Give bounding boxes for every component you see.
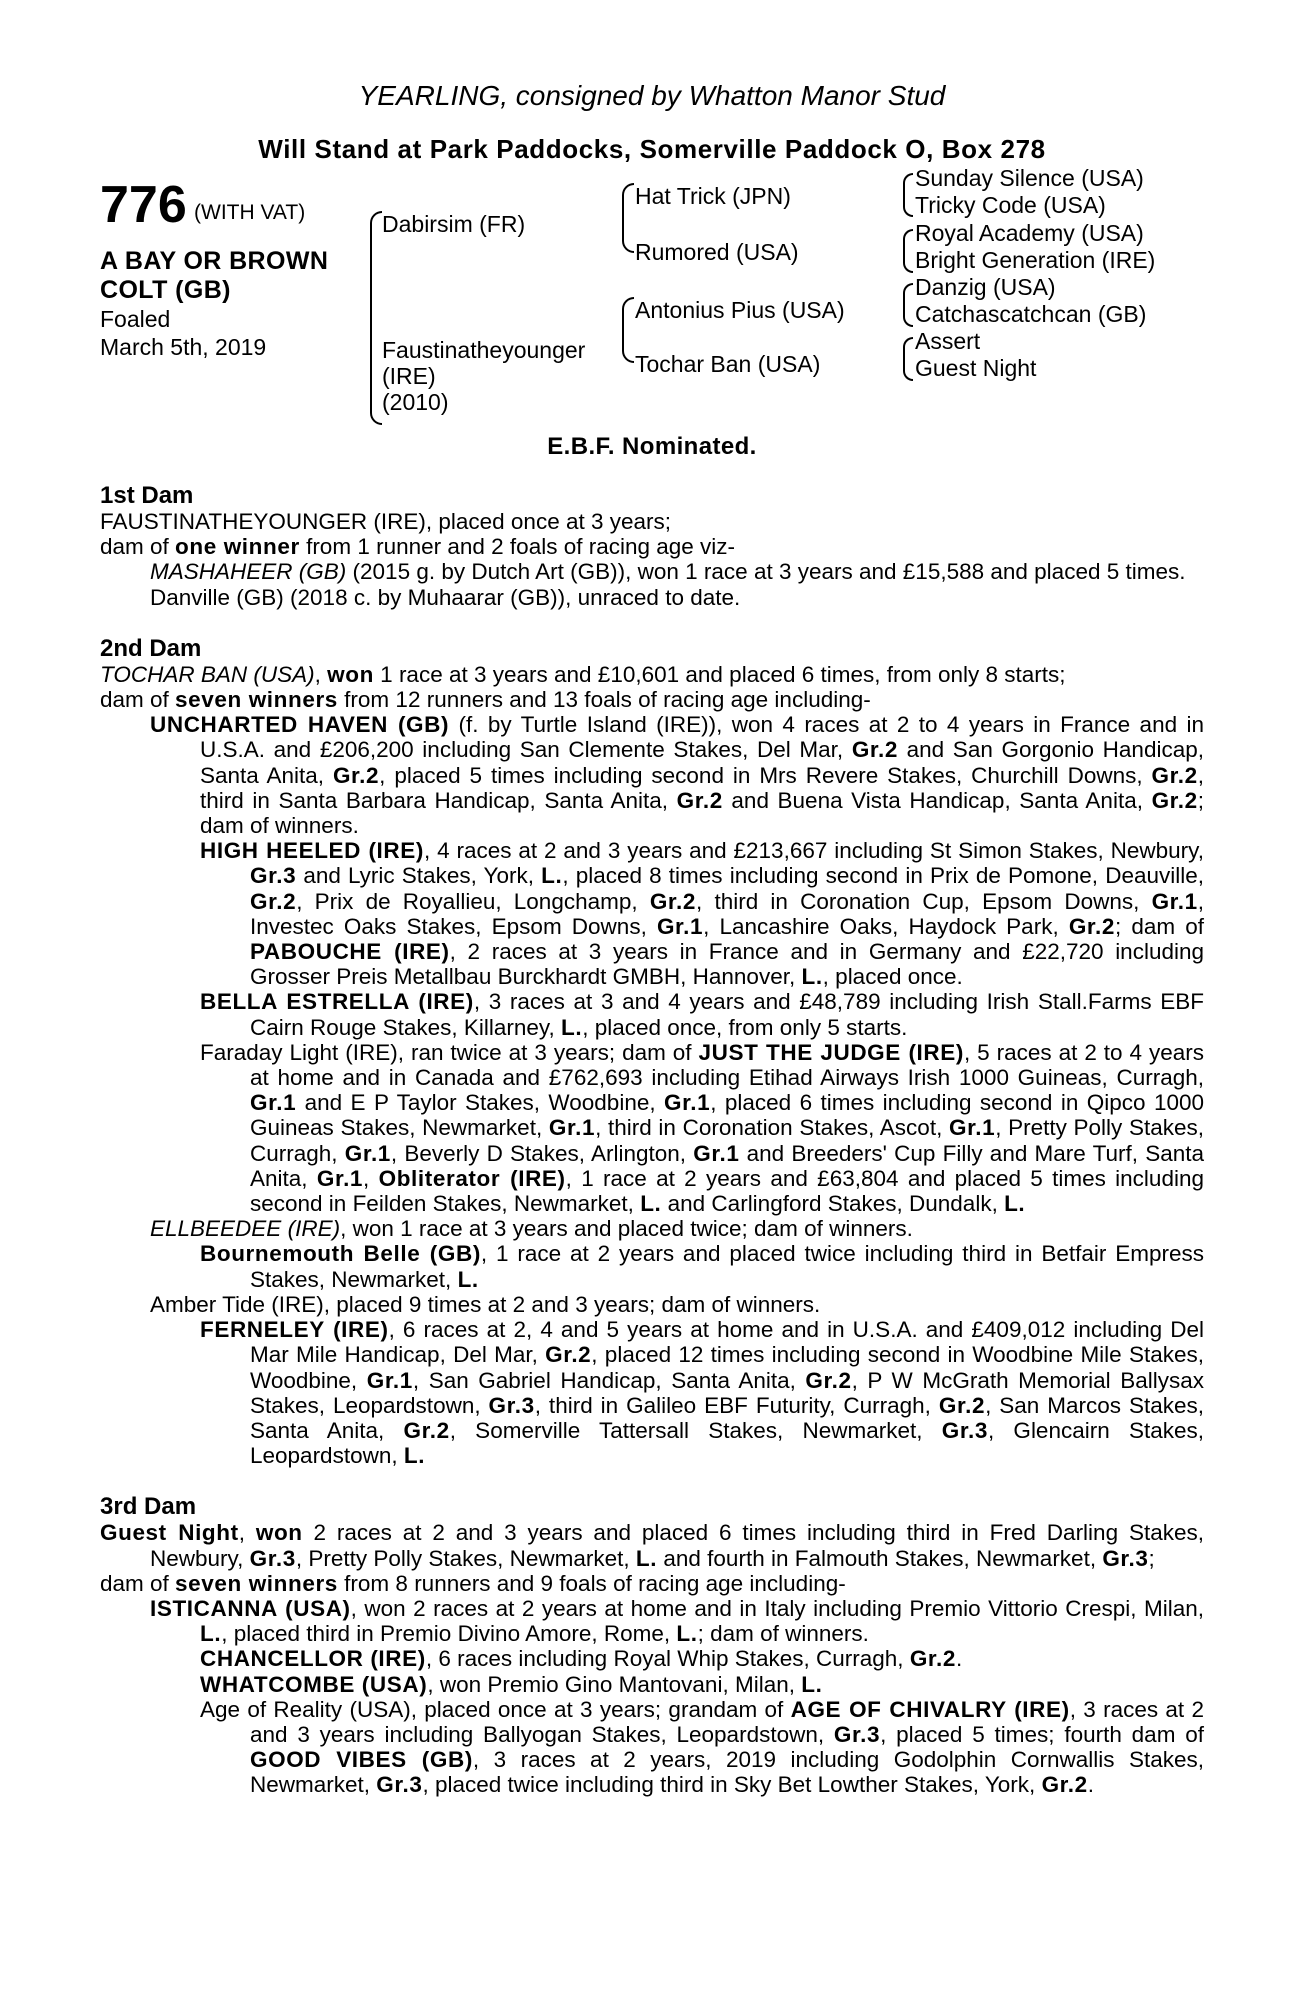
produce-uncharted-haven: UNCHARTED HAVEN (GB) (f. by Turtle Island (IRE)), won 4 races at 2 to 4 years in France and in U.S.A. and £206,200 including San Clemente Stakes, Del Mar, Gr.2 and San Gorgonio Handicap, Santa Anita, Gr.2, placed 5 times including second in Mrs Revere Stakes, Churchill Downs, Gr.2, third in Santa Barbara Handicap, Santa Anita, Gr.2 and Buena Vista Handicap, Santa Anita, Gr.2; dam of winners. <box>150 712 1205 839</box>
pedigree-block <box>100 165 1204 433</box>
pedigree-dam-line-1: Faustinatheyounger <box>382 337 586 363</box>
produce-ellbeedee: ELLBEEDEE (IRE), won 1 race at 3 years and placed twice; dam of winners. <box>150 1216 913 1242</box>
pedigree-sss: Sunday Silence (USA) <box>915 165 1144 191</box>
pedigree-dam-sire: Antonius Pius (USA) <box>635 297 845 323</box>
foaled-date: March 5th, 2019 <box>100 334 267 360</box>
pedigree-dam-dam: Tochar Ban (USA) <box>635 351 821 377</box>
pedigree-sire-sire: Hat Trick (JPN) <box>635 183 791 209</box>
pedigree-ssd: Tricky Code (USA) <box>915 192 1106 218</box>
produce-faraday-light: Faraday Light (IRE), ran twice at 3 years; dam of JUST THE JUDGE (IRE), 5 races at 2 to 4 years at home and in Canada and £762,693 including Etihad Airways Irish 1000 Guineas, Curragh, Gr.1 and E P Taylor Stakes, Woodbine, Gr.1, placed 6 times including second in Qipco 1000 Guineas Stakes, Newmarket, Gr.1, third in Coronation Stakes, Ascot, Gr.1, Pretty Polly Stakes, Curragh, Gr.1, Beverly D Stakes, Arlington, Gr.1 and Breeders' Cup Filly and Mare Turf, Santa Anita, Gr.1, Obliterator (IRE), 1 race at 2 years and £63,804 and placed 5 times including second in Feilden Stakes, Newmarket, L. and Carlingford Stakes, Dundalk, L. <box>200 1039 1205 1217</box>
catalogue-page <box>100 80 1204 1824</box>
produce-bella-estrella: BELLA ESTRELLA (IRE), 3 races at 3 and 4 years and £48,789 including Irish Stall.Farms EBF Cairn Rouge Stakes, Killarney, L., placed once, from only 5 starts. <box>200 989 1204 1040</box>
produce-chancellor: CHANCELLOR (IRE), 6 races including Royal Whip Stakes, Curragh, Gr.2. <box>200 1646 963 1672</box>
pedigree-sire-dam: Rumored (USA) <box>635 239 799 265</box>
first-dam-produce-item: MASHAHEER (GB) (2015 g. by Dutch Art (GB)), won 1 race at 3 years and £15,588 and placed 5 times. <box>150 559 1186 585</box>
pedigree-dss: Danzig (USA) <box>915 274 1056 300</box>
pedigree-dam-line-3: (2010) <box>382 389 449 415</box>
first-dam-produce-item: Danville (GB) (2018 c. by Muhaarar (GB)), unraced to date. <box>150 584 741 610</box>
produce-amber-tide: Amber Tide (IRE), placed 9 times at 2 and 3 years; dam of winners. <box>150 1291 821 1317</box>
description-line-2: COLT (GB) <box>100 276 231 304</box>
pedigree-ddd: Guest Night <box>915 355 1037 381</box>
third-dam-section <box>100 1494 1204 1797</box>
pedigree-dds: Assert <box>915 328 981 354</box>
sire-side-bracket <box>622 183 634 253</box>
produce-whatcombe: WHATCOMBE (USA), won Premio Gino Mantovani, Milan, L. <box>200 1671 823 1697</box>
lot-number: 776 <box>100 176 187 234</box>
produce-ferneley: FERNELEY (IRE), 6 races at 2, 4 and 5 years at home and in U.S.A. and £409,012 including Del Mar Mile Handicap, Del Mar, Gr.2, placed 12 times including second in Woodbine Mile Stakes, Woodbine, Gr.1, San Gabriel Handicap, Santa Anita, Gr.2, P W McGrath Memorial Ballysax Stakes, Leopardstown, Gr.3, third in Galileo EBF Futurity, Curragh, Gr.2, San Marcos Stakes, Santa Anita, Gr.2, Somerville Tattersall Stakes, Newmarket, Gr.3, Glencairn Stakes, Leopardstown, L. <box>200 1317 1205 1469</box>
first-dam-heading: 1st Dam <box>100 482 194 509</box>
produce-bournemouth-belle: Bournemouth Belle (GB), 1 race at 2 years and placed twice including third in Betfair Empress Stakes, Newmarket, L. <box>200 1241 1204 1292</box>
pedigree-sire: Dabirsim (FR) <box>382 211 526 237</box>
sire-dam-bracket <box>370 211 382 425</box>
produce-age-of-reality: Age of Reality (USA), placed once at 3 years; grandam of AGE OF CHIVALRY (IRE), 3 races at 2 and 3 years including Ballyogan Stakes, Leopardstown, Gr.3, placed 5 times; fourth dam of GOOD VIBES (GB), 3 races at 2 years, 2019 including Godolphin Cornwallis Stakes, Newmarket, Gr.3, placed twice including third in Sky Bet Lowther Stakes, York, Gr.2. <box>200 1696 1205 1798</box>
vat-note: (WITH VAT) <box>194 201 306 224</box>
second-dam-section <box>100 636 1204 1469</box>
ebf-nominated: E.B.F. Nominated. <box>547 433 757 460</box>
description-line-1: A BAY OR BROWN <box>100 247 329 275</box>
third-dam-produce-summary: dam of seven winners from 8 runners and 9 foals of racing age including- <box>100 1570 846 1596</box>
first-dam-section <box>100 483 1204 610</box>
dam-side-bracket <box>622 297 634 363</box>
third-dam-line: Guest Night, won 2 races at 2 and 3 years and placed 6 times including third in Fred Darling Stakes, Newbury, Gr.3, Pretty Polly Stakes, Newmarket, L. and fourth in Falmouth Stakes, Newmarket, Gr.3; <box>100 1520 1204 1571</box>
produce-high-heeled: HIGH HEELED (IRE), 4 races at 2 and 3 years and £213,667 including St Simon Stakes, Newbury, Gr.3 and Lyric Stakes, York, L., placed 8 times including second in Prix de Pomone, Deauville, Gr.2, Prix de Royallieu, Longchamp, Gr.2, third in Coronation Cup, Epsom Downs, Gr.1, Investec Oaks Stakes, Epsom Downs, Gr.1, Lancashire Oaks, Haydock Park, Gr.2; dam of PABOUCHE (IRE), 2 races at 3 years in France and in Germany and £22,720 including Grosser Preis Metallbau Burckhardt GMBH, Hannover, L., placed once. <box>200 838 1205 990</box>
gen3-bracket-4 <box>903 337 913 381</box>
first-dam-line: FAUSTINATHEYOUNGER (IRE), placed once at 3 years; <box>100 509 672 534</box>
gen3-bracket-3 <box>903 283 913 327</box>
second-dam-produce-summary: dam of seven winners from 12 runners and 13 foals of racing age including- <box>100 687 871 713</box>
third-dam-heading: 3rd Dam <box>100 1493 197 1521</box>
pedigree-dsd: Catchascatchcan (GB) <box>915 301 1147 327</box>
second-dam-heading: 2nd Dam <box>100 634 202 662</box>
foaled-label: Foaled <box>100 306 171 332</box>
foaled-info <box>100 305 266 361</box>
pedigree-sds: Royal Academy (USA) <box>915 220 1144 246</box>
location-line: Will Stand at Park Paddocks, Somerville Paddock O, Box 278 <box>258 134 1046 164</box>
lot-description <box>100 247 328 305</box>
consignor-line: YEARLING, consigned by Whatton Manor Stud <box>358 80 946 111</box>
second-dam-line: TOCHAR BAN (USA), won 1 race at 3 years and £10,601 and placed 6 times, from only 8 starts; <box>100 661 1066 687</box>
produce-isticanna: ISTICANNA (USA), won 2 races at 2 years at home and in Italy including Premio Vittorio Crespi, Milan, L., placed third in Premio Divino Amore, Rome, L.; dam of winners. <box>150 1595 1205 1647</box>
gen3-bracket-1 <box>903 173 913 217</box>
pedigree-dam-line-2: (IRE) <box>382 363 436 389</box>
pedigree-sdd: Bright Generation (IRE) <box>915 247 1156 273</box>
gen3-bracket-2 <box>903 229 913 273</box>
first-dam-produce-summary: dam of one winner from 1 runner and 2 foals of racing age viz- <box>100 534 736 560</box>
